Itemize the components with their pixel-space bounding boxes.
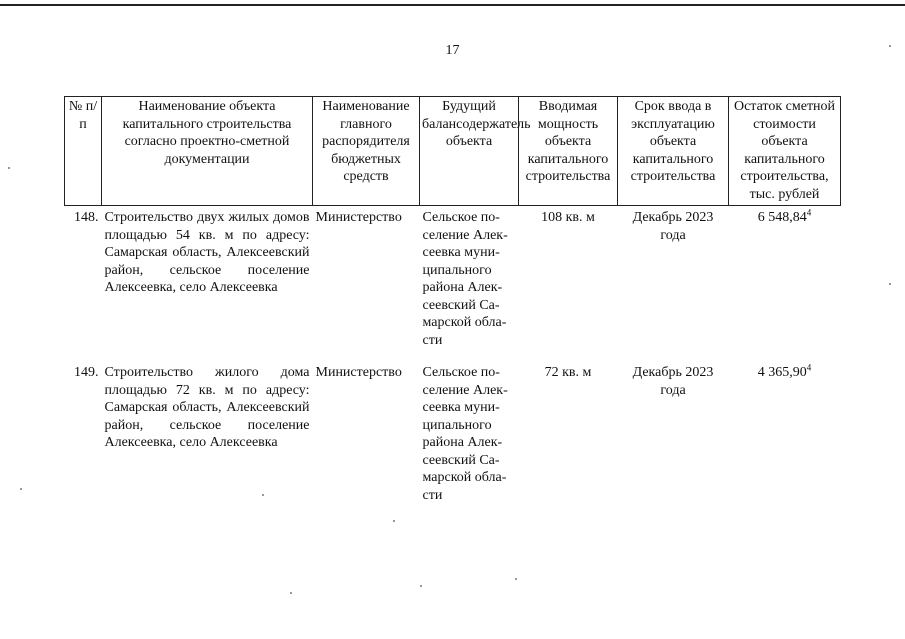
capital-construction-table [64, 96, 841, 516]
budget-manager: Министерство [315, 210, 402, 225]
commissioning-date: Декабрь 2023 года [632, 210, 714, 243]
scan-speck [420, 585, 422, 587]
holder-line: сеевский Са- [422, 297, 500, 313]
holder-line: сти [422, 487, 443, 503]
table-header-row [65, 97, 841, 206]
holder-line: Сельское по- [422, 365, 500, 380]
future-holder [420, 361, 519, 516]
capacity: 72 кв. м [544, 365, 592, 380]
scan-speck [290, 592, 292, 594]
holder-line: селение Алек- [422, 382, 508, 398]
remaining-cost [729, 361, 841, 516]
header-future-holder: Будущий балансодержатель объекта [420, 97, 519, 206]
object-name: Строительство двух жилых домов площадью 54 кв. м по адресу: Самарская область, Алексеевский район, сельское поселение Алексеевка, село Алексеевка [104, 210, 310, 295]
scan-speck [393, 520, 395, 522]
header-commissioning-date: Срок ввода в эксплуатацию объекта капитального строительства [618, 97, 729, 206]
scan-speck [262, 494, 264, 496]
cost-value: 4 365,90 [757, 365, 807, 380]
holder-line: сеевский Са- [422, 452, 500, 468]
remaining-cost [729, 206, 841, 362]
budget-manager: Министерство [315, 365, 402, 380]
header-object-name: Наименование объекта капитального строительства согласно проектно-сметной документации [102, 97, 313, 206]
object-name: Строительство жилого дома площадью 72 кв. м по адресу: Самарская область, Алексеевский район, сельское поселение Алексеевка, село Алексеевка [104, 365, 310, 450]
footnote-marker: 4 [806, 207, 812, 218]
table-row [65, 206, 841, 362]
holder-line: сеевка муни- [422, 400, 500, 415]
scan-speck [20, 488, 22, 490]
holder-line: марской обла- [422, 470, 507, 485]
holder-line: Сельское по- [422, 210, 500, 225]
header-number: № п/п [65, 97, 102, 206]
capacity: 108 кв. м [541, 210, 595, 225]
holder-line: района Алек- [422, 280, 503, 295]
scan-speck [515, 578, 517, 580]
scan-speck [889, 45, 891, 47]
holder-line: сеевка муни- [422, 245, 500, 260]
holder-line: района Алек- [422, 435, 503, 450]
page-number: 17 [445, 43, 460, 58]
holder-line: селение Алек- [422, 227, 508, 243]
scan-speck [889, 283, 891, 285]
future-holder [420, 206, 519, 362]
holder-line: марской обла- [422, 315, 507, 330]
row-number: 149. [74, 365, 99, 380]
commissioning-date: Декабрь 2023 года [632, 365, 714, 398]
top-border-line [0, 4, 905, 6]
table-row [65, 361, 841, 516]
holder-line: сти [422, 332, 443, 348]
holder-line: ципального [422, 417, 492, 433]
footnote-marker: 4 [806, 362, 812, 373]
row-number: 148. [74, 210, 99, 225]
scan-speck [8, 167, 10, 169]
cost-value: 6 548,84 [757, 210, 807, 225]
header-remaining-cost: Остаток сметной стоимости объекта капитального строительства, тыс. рублей [729, 97, 841, 206]
holder-line: ципального [422, 262, 492, 278]
header-budget-manager: Наименование главного распорядителя бюджетных средств [313, 97, 420, 206]
header-capacity: Вводимая мощность объекта капитального строительства [519, 97, 618, 206]
